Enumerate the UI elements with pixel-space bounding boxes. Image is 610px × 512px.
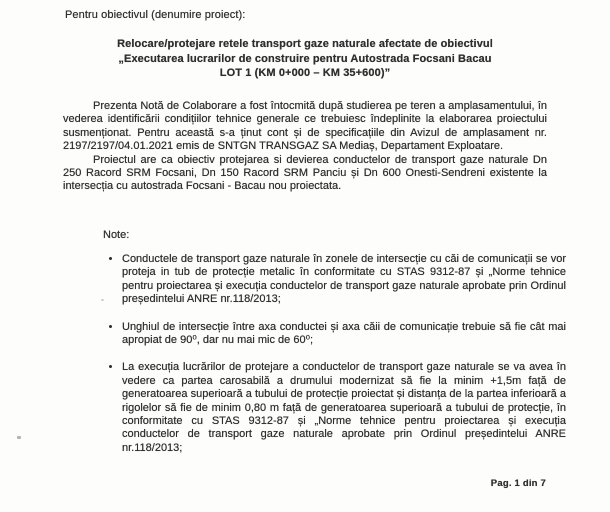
project-title — [90, 37, 520, 81]
note-item-execution-depths: • La execuția lucrărilor de protejare a conductelor de transport gaze naturale se va avea în vedere ca partea carosabilă a drumului modernizat să fie la minim +1,5m față de generatoarea superioară a tubului de protecție proiectat și distanța de la partea inferioară a rigolelor să fie de minim 0,80 m față de generatoarea superioară a tubului de protecție, în conformitate cu STAS 9312-87 și „Norme tehnice pentru proiectarea și execuția conductelor de transport gaze naturale aprobate prin Ordinul președintelui ANRE nr.118/2013; — [122, 361, 566, 455]
scan-speck — [17, 436, 21, 439]
objective-paragraph: Proiectul are ca obiectiv protejarea si devierea conductelor de transport gaze naturale Dn 250 Racord SRM Focsani, Dn 150 Racord SRM Panciu și Dn 600 Onesti-Sendreni existente la intersecția cu autostrada Focsani - Bacau nou proiectata. — [63, 153, 547, 193]
project-title-line-3: LOT 1 (KM 0+000 – KM 35+600)” — [219, 67, 391, 79]
body-text — [63, 100, 547, 194]
page-number: Pag. 1 din 7 — [490, 478, 546, 489]
project-title-line-1: Relocare/protejare retele transport gaze naturale afectate de obiectivul — [117, 38, 493, 50]
scan-speck — [101, 299, 104, 301]
project-title-line-2: „Executarea lucrarilor de construire pentru Autostrada Focsani Bacau — [118, 52, 492, 65]
notes-list — [103, 253, 566, 469]
note-item-protection-tube: • Conductele de transport gaze naturale în zonele de intersecție cu căi de comunicații se vor proteja in tub de protecție metalic în conformitate cu STAS 9312-87 și „Norme tehnice pentru proiectarea și execuția conductelor de transport gaze naturale aprobate prin Ordinul președintelui ANRE nr.118/2013; — [122, 253, 566, 307]
intro-paragraph: Prezenta Notă de Colaborare a fost întocmită după studierea pe teren a amplasamentului, în vederea identificării condițiilor tehnice generale ce trebuiesc îndeplinite la elaborarea proiectului susmenționat. Pentru această s-a ținut cont și de specificațiile din Avizul de amplasament nr. 2197/2197/04.01.2021 emis de SNTGN TRANSGAZ SA Mediaș, Departament Exploatare. — [63, 100, 547, 153]
notes-heading: Note: — [103, 229, 130, 241]
note-item-intersection-angle: • Unghiul de intersecție între axa conductei și axa căii de comunicație trebuie să fie cât mai apropiat de 90⁰, dar nu mai mic de 60⁰; — [122, 321, 566, 348]
project-prompt-label: Pentru obiectivul (denumire proiect): — [65, 9, 246, 21]
